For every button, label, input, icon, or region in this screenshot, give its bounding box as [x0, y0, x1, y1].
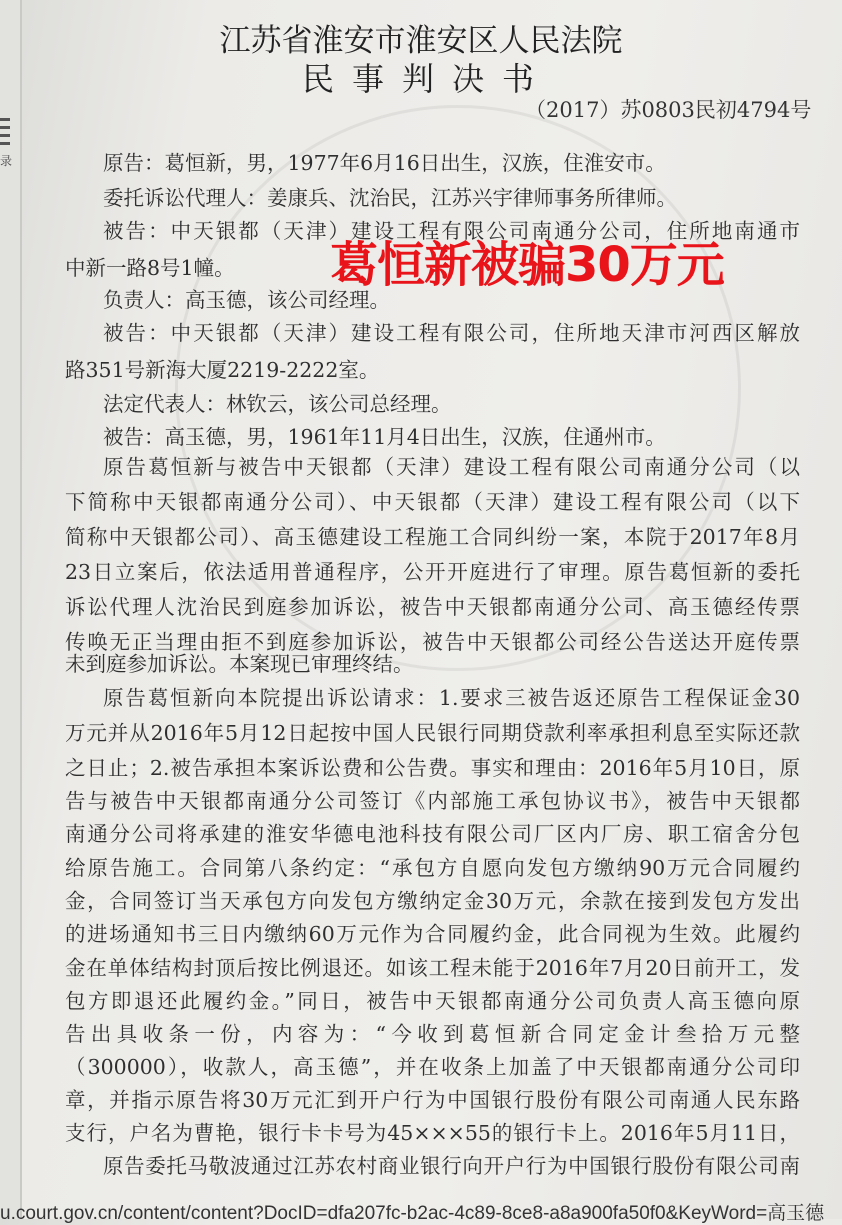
sidebar-label: 录 [0, 154, 13, 168]
body-line: 金，合同签订当天承包方向发包方缴纳定金30万元，余款在接到发包方发出 [65, 889, 800, 913]
party-line: 被告：高玉德，男，1961年11月4日出生，汉族，住通州市。 [103, 425, 666, 449]
body-line: 万元并从2016年5月12日起按中国人民银行同期贷款利率承担利息至实际还款 [65, 721, 800, 745]
body-line: 之日止；2.被告承担本案诉讼费和公告费。事实和理由：2016年5月10日，原 [65, 756, 800, 780]
party-line: 委托诉讼代理人：姜康兵、沈治民，江苏兴宇律师事务所律师。 [103, 186, 677, 210]
body-line: 给原告施工。合同第八条约定：“承包方自愿向发包方缴纳90万元合同履约 [65, 856, 800, 880]
document-type: 民事判决书 [301, 60, 552, 98]
party-line: 被告：中天银都（天津）建设工程有限公司，住所地天津市河西区解放 [103, 321, 800, 345]
left-edge-panel [0, 0, 22, 1219]
body-line: 下简称中天银都南通分公司）、中天银都（天津）建设工程有限公司（以下 [65, 490, 800, 514]
body-line: 支行，户名为曹艳，银行卡卡号为45×××55的银行卡上。2016年5月11日， [65, 1121, 800, 1145]
body-line: 未到庭参加诉讼。本案现已审理终结。 [65, 652, 414, 676]
headline-overlay: 葛恒新被骗30万元 [330, 237, 724, 293]
party-line: 负责人：高玉德，该公司经理。 [103, 288, 390, 312]
party-line: 法定代表人：林钦云，该公司总经理。 [103, 392, 452, 416]
court-name: 江苏省淮安市淮安区人民法院 [219, 23, 623, 59]
body-line: 原告葛恒新向本院提出诉讼请求：1.要求三被告返还原告工程保证金30 [103, 686, 800, 710]
body-line: 告与被告中天银都南通分公司签订《内部施工承包协议书》，被告中天银都 [65, 789, 800, 813]
body-line: 23日立案后，依法适用普通程序，公开开庭进行了审理。原告葛恒新的委托 [65, 560, 800, 584]
body-line: 诉讼代理人沈治民到庭参加诉讼，被告中天银都南通分公司、高玉德经传票 [65, 595, 800, 619]
body-line: 金在单体结构封顶后按比例退还。如该工程未能于2016年7月20日前开工，发 [65, 956, 800, 980]
case-number: （2017）苏0803民初4794号 [525, 98, 812, 122]
body-line: 南通分公司将承建的淮安华德电池科技有限公司厂区内厂房、职工宿舍分包 [65, 822, 800, 846]
party-line: 被告：中天银都（天津）建设工程有限公司南通分公司，住所地南通市 [103, 219, 800, 243]
source-url: u.court.gov.cn/content/content?DocID=dfa207fc-b2ac-4c89-8ce8-a8a900fa50f0&KeyWord=高玉德 [0, 1203, 825, 1224]
body-line: 原告委托马敬波通过江苏农村商业银行向开户行为中国银行股份有限公司南 [103, 1154, 800, 1178]
body-line: 简称中天银都公司）、高玉德建设工程施工合同纠纷一案，本院于2017年8月 [65, 525, 800, 549]
party-line: 原告：葛恒新，男，1977年6月16日出生，汉族，住淮安市。 [103, 151, 666, 175]
party-line: 路351号新海大厦2219-2222室。 [65, 358, 380, 382]
party-line: 中新一路8号1幢。 [65, 256, 235, 280]
menu-icon[interactable] [0, 118, 10, 150]
body-line: 包方即退还此履约金。”同日，被告中天银都南通分公司负责人高玉德向原 [65, 989, 800, 1013]
body-line: 原告葛恒新与被告中天银都（天津）建设工程有限公司南通分公司（以 [103, 455, 800, 479]
body-line: （300000），收款人，高玉德”，并在收条上加盖了中天银都南通分公司印 [65, 1055, 800, 1079]
body-line: 告出具收条一份，内容为：“今收到葛恒新合同定金计叁拾万元整 [65, 1022, 800, 1046]
body-line: 章，并指示原告将30万元汇到开户行为中国银行股份有限公司南通人民东路 [65, 1088, 800, 1112]
body-line: 传唤无正当理由拒不到庭参加诉讼，被告中天银都公司经公告送达开庭传票 [65, 630, 800, 654]
body-line: 的进场通知书三日内缴纳60万元作为合同履约金，此合同视为生效。此履约 [65, 922, 800, 946]
